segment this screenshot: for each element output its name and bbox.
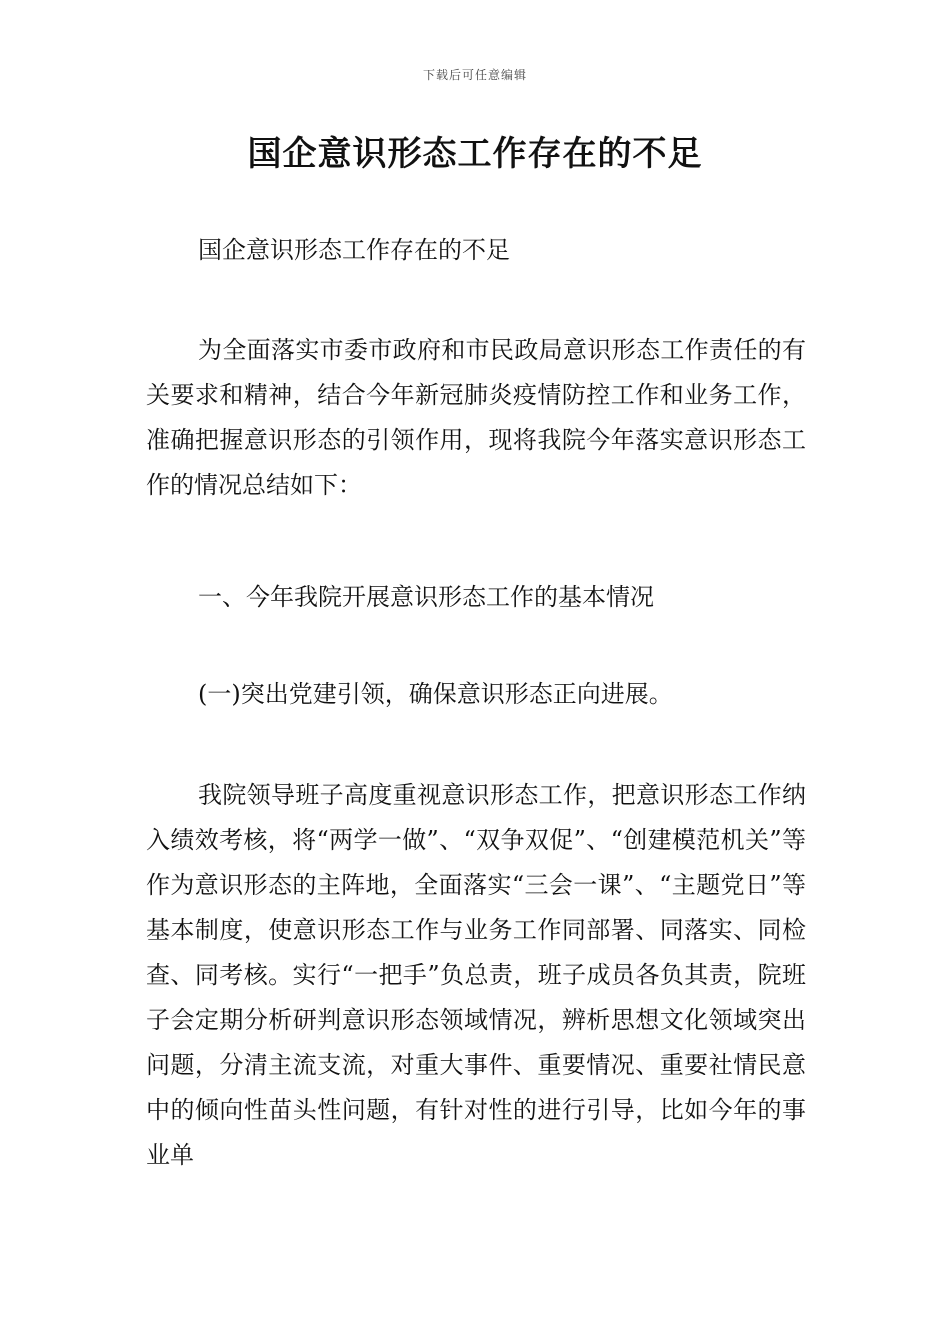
- section-heading: 一、今年我院开展意识形态工作的基本情况: [198, 583, 654, 611]
- subsection-heading: (一)突出党建引领，确保意识形态正向进展。: [198, 680, 673, 708]
- document-subtitle: 国企意识形态工作存在的不足: [198, 236, 510, 264]
- document-title: 国企意识形态工作存在的不足: [247, 134, 703, 174]
- header-note: 下载后可任意编辑: [422, 68, 527, 82]
- intro-paragraph: 为全面落实市委市政府和市民政局意识形态工作责任的有关要求和精神，结合今年新冠肺炎疫情防控工作和业务工作，准确把握意识形态的引领作用，现将我院今年落实意识形态工作的情况总结如下：: [146, 336, 806, 499]
- body-paragraph: 我院领导班子高度重视意识形态工作，把意识形态工作纳入绩效考核，将“两学一做”、“双争双促”、“创建模范机关”等作为意识形态的主阵地，全面落实“三会一课”、“主题党日”等基本制度，使意识形态工作与业务工作同部署、同落实、同检查、同考核。实行“一把手”负总责，班子成员各负其责，院班子会定期分析研判意识形态领域情况，辨析思想文化领域突出问题，分清主流支流，对重大事件、重要情况、重要社情民意中的倾向性苗头性问题，有针对性的进行引导，比如今年的事业单: [146, 781, 806, 1169]
